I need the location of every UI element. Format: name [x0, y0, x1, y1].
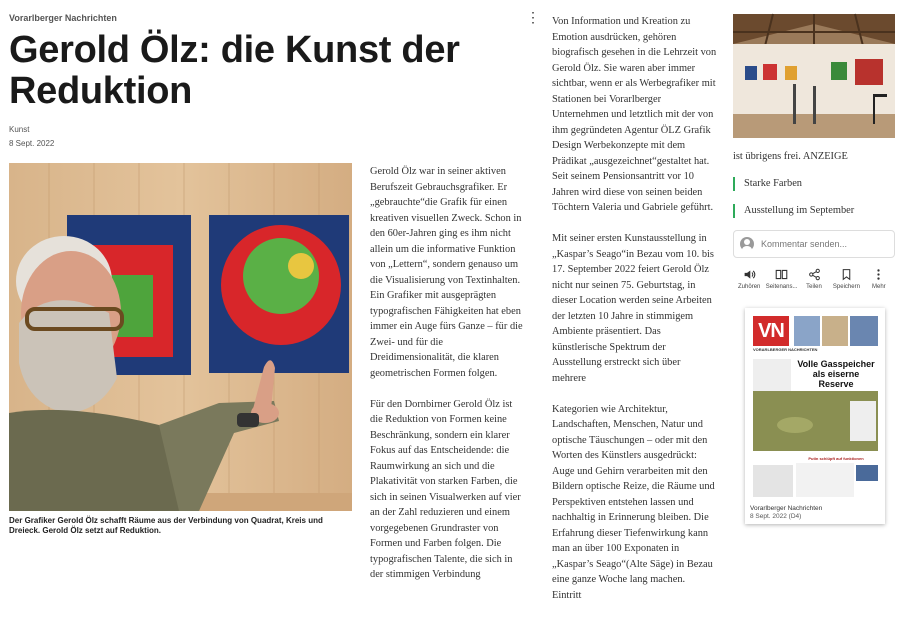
- share-button[interactable]: [798, 268, 830, 290]
- book-icon: [775, 268, 788, 281]
- avatar: [740, 237, 754, 251]
- more-options-icon[interactable]: ⋮: [526, 9, 540, 25]
- action-label: Zuhören: [738, 284, 761, 290]
- share-icon: [808, 268, 821, 281]
- article-column-2: [552, 14, 717, 619]
- bookmark-icon: [840, 268, 853, 281]
- action-bar: [733, 268, 895, 290]
- paragraph: Gerold Ölz war in seiner aktiven Berufszeit Gebrauchsgrafiker. Er „gebrauchte“die Grafik für einen kreativen visuellen Zweck. Schon in den 60er-Jahren ging es ihm nicht allein um die informative Funktion von „Lettern“, sondern genauso um die Visualisierung von Textinhalten. Ein Grafiker mit ausgeprägten typografischen Fähigkeiten hat eben immer ein Auge fürs Ganze – für die Zwei- und für die Dreidimensionalität, die klaren geometrischen Formen folgen.: [370, 166, 523, 379]
- image-caption: Der Grafiker Gerold Ölz schafft Räume aus der Verbindung von Quadrat, Kreis und Dreieck. Gerold Ölz setzt auf Reduktion.: [9, 516, 323, 535]
- publication-name: Vorarlberger Nachrichten: [9, 13, 117, 23]
- more-button[interactable]: [863, 268, 895, 290]
- more-vert-icon: [872, 268, 885, 281]
- page-view-button[interactable]: [765, 268, 797, 290]
- paragraph: Kategorien wie Architektur, Landschaften, Menschen, Natur und optische Täuschungen – oder mit den Worten des Künstlers ausgedrückt: Auge und Gehirn verarbeiten mit den Bildern optische Reize, die Räume und Perspektiven entstehen lassen und nachhaltig in Erinnerung bleiben. Die Erfahrung dieser Tiefenwirkung kann man an über 100 Exponaten in „Kaspar’s Seago“(Alte Säge) in Bezau eine ganze Woche lang machen. Eintritt: [552, 403, 715, 601]
- action-label: Seitenans...: [765, 284, 798, 290]
- listen-button[interactable]: [733, 268, 765, 290]
- comment-input[interactable]: [761, 239, 881, 249]
- paragraph: Von Information und Kreation zu Emotion ausdrücken, gehören biografisch gesehen in die Lehrzeit von Gerold Ölz. Sie waren aber immer sichtbar, wenn er als Werbegrafiker mit Stationen bei Vorarlberger Unternehmen und letztlich mit der von ihm gegründeten Agentur ÖLZ Grafik Design Werbekonzepte mit dem Prädikat „ausgezeichnet“gestaltet hat. Seit seinem Pensionsantritt vor 10 Jahren wird diese von seinen beiden Töchtern Valeria und Gabriele geführt.: [552, 16, 717, 213]
- newspaper-subheadline: Putin schlüpft auf funktionen: [808, 456, 864, 461]
- article-photo: [9, 163, 352, 511]
- newspaper-masthead: VORARLBERGER NACHRICHTEN: [753, 347, 818, 352]
- related-link-starke-farben[interactable]: Starke Farben: [733, 177, 802, 191]
- speaker-icon: [743, 268, 756, 281]
- save-button[interactable]: [830, 268, 862, 290]
- newspaper-source: Vorarlberger Nachrichten: [750, 505, 823, 512]
- newspaper-issue-card[interactable]: [745, 308, 885, 524]
- article-category: Kunst: [9, 125, 30, 134]
- paragraph: Für den Dornbirner Gerold Ölz ist die Reduktion von Formen keine Beschränkung, sondern ein klarer Fokus auf das Entscheidende: die Raumwirkung an sich und die Plakativität von starken Farben, die sich in seinen Visualwerken auf vier an der Zahl reduzieren und einem vorgegebenen Grundraster von Formen und Farben folgen. Die typografischen Talente, die sich in der stimmigen Verbindung: [370, 398, 521, 580]
- article-title: Gerold Ölz: die Kunst der Reduktion: [9, 29, 460, 112]
- article-date: 8 Sept. 2022: [9, 139, 55, 148]
- comment-box[interactable]: [733, 230, 895, 258]
- action-label: Speichern: [832, 284, 860, 290]
- paragraph: Mit seiner ersten Kunstausstellung in „Kaspar’s Seago“in Bezau vom 10. bis 17. September 2022 feiert Gerold Ölz nicht nur seinen 75. Geburtstag, in dieser Location werden seine Arbeiten der letzten 10 Jahre in stimmigem Ambiente präsentiert. Das künstlerische Spektrum der Ausstellung erstreckt sich über mehrere: [552, 233, 714, 384]
- related-link-ausstellung[interactable]: Ausstellung im September: [733, 204, 854, 218]
- newspaper-headline: Volle Gasspeicher als eiserne Reserve: [797, 359, 875, 389]
- action-label: Teilen: [806, 284, 822, 290]
- article-column-3: ist übrigens frei. ANZEIGE: [733, 151, 848, 162]
- vn-logo: VN: [753, 316, 789, 346]
- gallery-thumbnail[interactable]: [733, 14, 895, 138]
- newspaper-issue-date: 8 Sept. 2022 (D4): [750, 513, 802, 520]
- article-column-1: [370, 164, 523, 598]
- newspaper-front-page: [750, 313, 880, 501]
- action-label: Mehr: [871, 284, 886, 290]
